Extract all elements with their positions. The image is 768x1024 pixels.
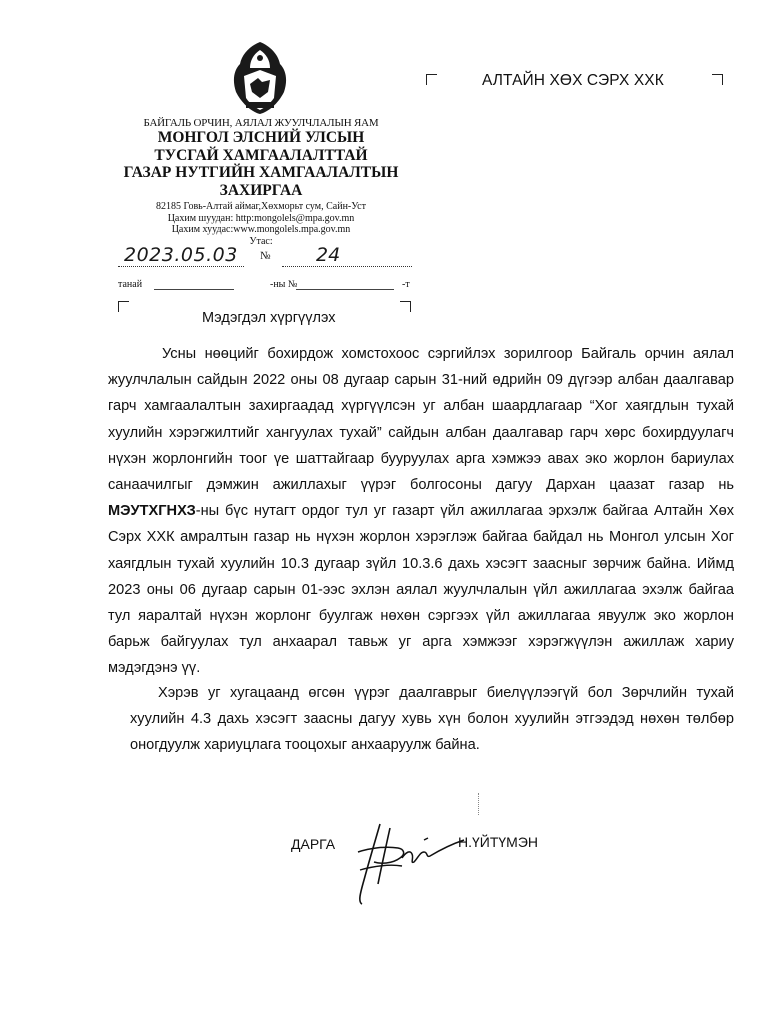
corner-bracket (712, 74, 723, 85)
ref-underline (296, 289, 394, 290)
address-line: Цахим хуудас:www.mongolels.mpa.gov.mn (171, 224, 351, 235)
body-bold-abbreviation: МЭУТХГНХЗ (108, 503, 196, 520)
corner-bracket (118, 301, 129, 312)
signatory-name: Н.ҮЙТҮМЭН (458, 834, 539, 850)
body-text: Усны нөөцийг бохирдож хомстохоос сэргийлэх зорилгоор Байгаль орчин аялал жуулчлалын сайдын 2022 оны 08 дугаар сарын 31-ний өдрийн 09 дүгээр албан даалгавар гарч хамгаалалтын захиргаадад хүргүүлсэн уг албан шаардлагаар “Хог хаягдлын тухай хуулийн хэрэгжилтийг хангуулах тухай” сайдын албан даалгавар гарч хөрс бохирдуулагч нүхэн жорлонгийн тоог үе шаттайгаар бууруулах арга хэмжээ авах эко жорлон бариулах санаачилгыг дэмжин ажиллахыг үүрэг болгосоны дагуу Дархан цаазат газар нь (108, 346, 734, 494)
state-emblem-icon (228, 40, 292, 116)
ref-underline (154, 289, 234, 290)
signatory-title: ДАРГА (291, 836, 336, 852)
org-line: ЗАХИРГАА (219, 181, 303, 199)
ref-middle: -ны № (270, 279, 298, 290)
recipient-name: АЛТАЙН ХӨХ СЭРХ ХХК (482, 72, 664, 89)
org-line: ГАЗАР НУТГИЙН ХАМГААЛАЛТЫН (123, 164, 399, 181)
body-text: -ны бүс нутагт ордог тул уг газарт үйл ажиллагаа эрхэлж байгаа Алтайн Хөх Сэрх ХХК амралтын газар нь нүхэн жорлон хэрэглэж байгаа байдал нь Монгол улсын Хог хаягдлын тухай хуулийн 10.3 дугаар зүйл 10.3.6 дахь хэсэгт заасныг зөрчиж байна. Иймд 2023 оны 06 дугаар сарын 01-ээс эхлэн аялал жуулчлалын үйл ажиллагаа эхэлж байгаа тул яаралтай нүхэн жорлонг буулгаж нөхөн сэргээх үйл ажиллагаа явуулж эко жорлон барьж байгуулах тул анхаарал тавьж уг арга хэмжээг хэрэгжүүлэн ажиллаж хариу мэдэгдэнэ үү. (108, 503, 734, 677)
address-line: Цахим шуудан: http:mongolels@mpa.gov.mn (167, 212, 355, 224)
org-line: МОНГОЛ ЭЛСНИЙ УЛСЫН (157, 129, 365, 146)
document-subject: Мэдэгдэл хүргүүлэх (202, 310, 336, 326)
address-line: Утас: (249, 235, 273, 247)
ministry-name: БАЙГАЛЬ ОРЧИН, АЯЛАЛ ЖУУЛЧЛАЛЫН ЯАМ (143, 117, 379, 129)
scan-mark (478, 793, 480, 815)
number-underline (282, 248, 412, 267)
reference-row (118, 279, 418, 293)
corner-bracket (400, 301, 411, 312)
document-number: 24 (316, 244, 341, 266)
number-label: № (260, 250, 271, 262)
ref-prefix: танай (118, 279, 143, 290)
body-paragraph-2: Хэрэв уг хугацаанд өгсөн үүрэг даалгаврыг биелүүлээгүй бол Зөрчлийн тухай хуулийн 4.3 дахь хэсэгт заасны дагуу хувь хүн болон хуулийн этгээдэд нөхөн төлбөр оногдуулж хариуцлага тооцохыг анхааруулж байна. (130, 685, 734, 754)
corner-bracket (426, 74, 437, 85)
handwritten-signature (340, 818, 470, 908)
contact-address (118, 201, 404, 247)
address-line: 82185 Говь-Алтай аймаг,Хөхморьт сум, Сайн-Уст (156, 201, 366, 212)
org-line: ТУСГАЙ ХАМГААЛАЛТТАЙ (154, 146, 368, 164)
document-date: 2023.05.03 (124, 244, 238, 266)
ref-suffix: -т (402, 279, 410, 290)
organization-name (118, 129, 404, 199)
body-paragraph-1 (108, 341, 734, 682)
